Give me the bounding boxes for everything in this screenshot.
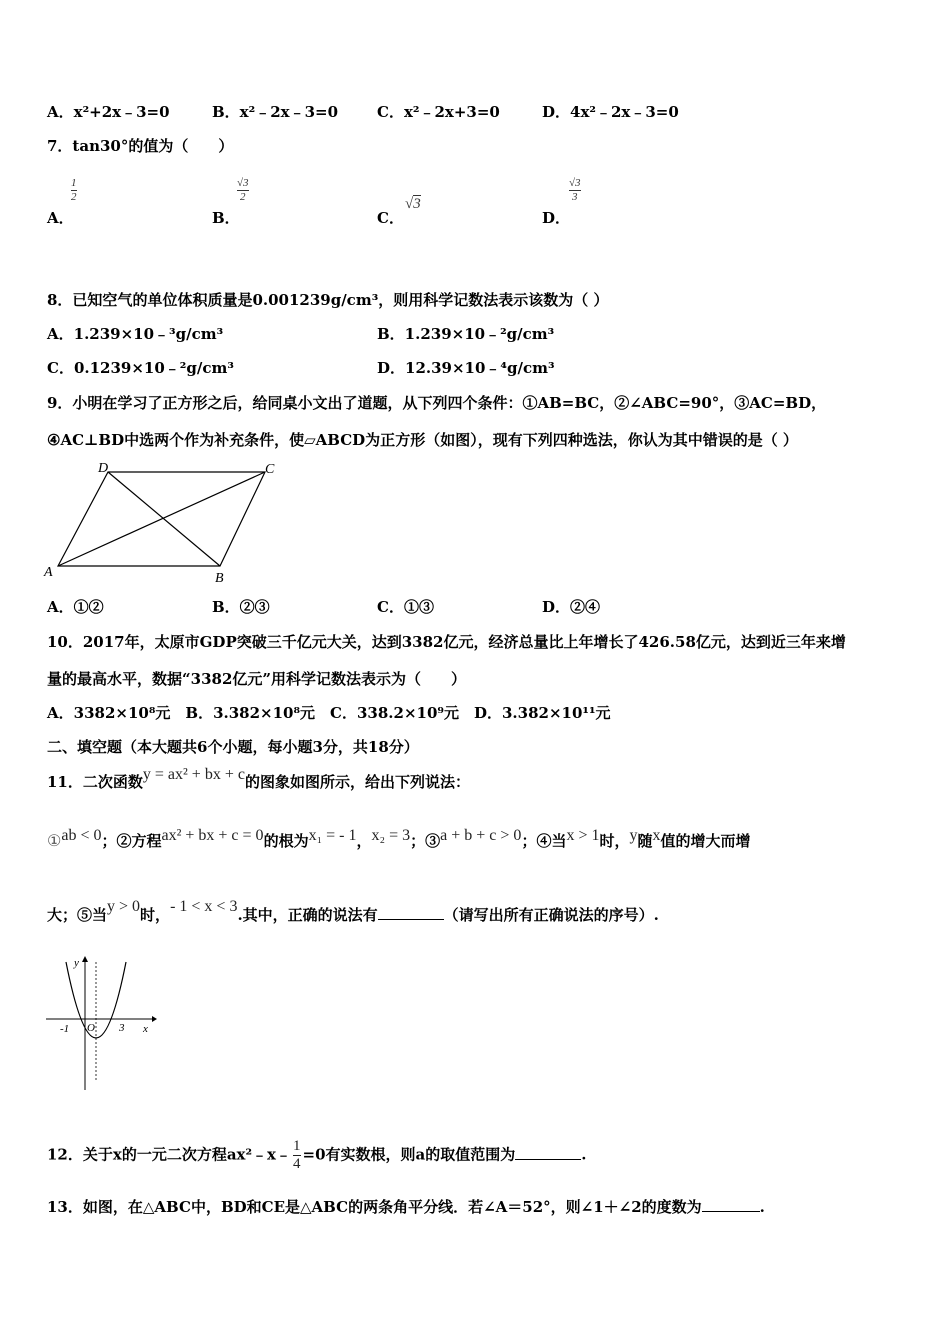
section-title: 二、填空题（本大题共6个小题，每小题3分，共18分） <box>47 738 419 756</box>
q8-option-c: C．0.1239×10﹣²g/cm³ <box>47 359 234 377</box>
q12-text-end: =0有实数根，则a的取值范围为 <box>302 1145 516 1164</box>
statement-4-with: 随 <box>637 832 653 850</box>
statement-4-when: 时， <box>599 832 630 850</box>
label-c: C <box>265 462 275 477</box>
q9-line1: 9．小明在学习了正方形之后，给同桌小文出了道题，从下列四个条件：①AB=BC，②∠ABC=90°，③AC=BD， <box>47 394 827 412</box>
q7-value-b: $\frac{√3}{2}$ <box>237 177 249 203</box>
statement-5-when: 时， <box>140 906 171 924</box>
label-a: A <box>44 565 53 580</box>
tick-neg1: -1 <box>60 1023 70 1035</box>
q6-option-b: B．x²﹣2x﹣3=0 <box>212 103 339 121</box>
statement-5-range: - 1 < x < 3 <box>170 898 238 915</box>
statement-1: ab < 0 <box>61 827 102 844</box>
answer-blank-13[interactable] <box>702 1197 760 1212</box>
root-1: x₁ = - 1 <box>308 827 357 844</box>
q7-label-b: B． <box>212 209 240 227</box>
fraction-denominator: 4 <box>293 1156 301 1172</box>
q7-value-d: $\frac{√3}{3}$ <box>569 177 581 203</box>
axis-label-y: y <box>74 957 79 969</box>
tick-3: 3 <box>119 1022 125 1034</box>
statement-1-mark: ① <box>47 833 62 850</box>
q9-option-a: A．①② <box>47 598 104 616</box>
q12-period: . <box>581 1145 587 1164</box>
q13-text: 13．如图，在△ABC中，BD和CE是△ABC的两条角平分线．若∠A＝52°，则∠1＋∠2的度数为 <box>47 1198 702 1216</box>
q9-line2: ④AC⊥BD中选两个作为补充条件，使▱ABCD为正方形（如图），现有下列四种选法，你认为其中错误的是（ ） <box>47 431 798 449</box>
q7-value-a: $\frac{1}{2}$ <box>71 177 77 203</box>
q11-function: y = ax² + bx + c <box>142 766 245 783</box>
var-x: x <box>652 827 661 844</box>
statement-3: a + b + c > 0 <box>440 827 522 844</box>
q11-line2 <box>47 827 751 852</box>
parallelogram-figure <box>40 456 290 588</box>
q6-option-d: D．4x²﹣2x﹣3=0 <box>542 103 679 121</box>
q10-line2: 量的最高水平，数据“3382亿元”用科学记数法表示为（ ） <box>47 670 467 688</box>
answer-blank-12[interactable] <box>515 1145 581 1160</box>
roots-label: 的根为 <box>263 832 309 850</box>
statement-4-end: 值的增大而增 <box>660 832 751 850</box>
label-b: B <box>215 571 224 586</box>
q11-question: .其中，正确的说法有 <box>237 906 378 924</box>
statement-4-cond: x > 1 <box>566 827 600 844</box>
root-2: x₂ = 3 <box>371 827 411 844</box>
statement-2-label: ；②方程 <box>101 832 162 850</box>
q8-option-d: D．12.39×10﹣⁴g/cm³ <box>377 359 555 377</box>
q13-line <box>47 1197 765 1217</box>
q12-text-start: 12．关于x的一元二次方程ax²﹣x﹣ <box>47 1145 291 1164</box>
q7-label-d: D． <box>542 209 571 227</box>
q7-value-c: √3 <box>405 196 421 212</box>
q7-stem: 7．tan30°的值为（ ） <box>47 137 234 155</box>
statement-2-equation: ax² + bx + c = 0 <box>161 827 264 844</box>
statement-4-label: ；④当 <box>521 832 567 850</box>
fraction-numerator: 1 <box>293 1138 301 1154</box>
q9-option-d: D．②④ <box>542 598 601 616</box>
q10-options: A．3382×10⁸元 B．3.382×10⁸元 C．338.2×10⁹元 D．3.382×10¹¹元 <box>47 704 611 722</box>
origin-label: O <box>87 1022 95 1034</box>
q6-option-a: A．x²+2x﹣3=0 <box>47 103 170 121</box>
answer-blank-11[interactable] <box>378 905 444 920</box>
q8-stem: 8．已知空气的单位体积质量是0.001239g/cm³，则用科学记数法表示该数为（ ） <box>47 291 609 309</box>
statement-3-label: ；③ <box>410 832 441 850</box>
q11-line3 <box>47 898 659 926</box>
label-d: D <box>98 461 109 476</box>
q10-line1: 10．2017年，太原市GDP突破三千亿元大关，达到3382亿元，经济总量比上年增长了426.58亿元，达到近三年来增 <box>47 633 846 651</box>
q8-option-a: A．1.239×10﹣³g/cm³ <box>47 325 224 343</box>
statement-5-cond: y > 0 <box>107 898 141 915</box>
q12-line <box>47 1138 586 1173</box>
q11-line1 <box>47 766 470 793</box>
roots-separator: ， <box>356 832 372 850</box>
q8-option-b: B．1.239×10﹣²g/cm³ <box>377 325 555 343</box>
q7-label-c: C． <box>377 209 404 227</box>
var-y: y <box>629 827 638 844</box>
q7-label-a: A． <box>47 209 74 227</box>
q9-option-c: C．①③ <box>377 598 434 616</box>
q9-option-b: B．②③ <box>212 598 270 616</box>
q11-suffix: 的图象如图所示，给出下列说法： <box>244 773 470 791</box>
q11-tail: （请写出所有正确说法的序号）. <box>443 906 659 924</box>
q13-period: . <box>759 1198 765 1216</box>
statement-5-label: 大；⑤当 <box>47 906 108 924</box>
q6-option-c: C．x²﹣2x+3=0 <box>377 103 500 121</box>
fraction-one-quarter <box>293 1138 301 1173</box>
parabola-graph <box>40 950 170 1095</box>
q11-prefix: 11．二次函数 <box>47 773 143 791</box>
axis-label-x: x <box>143 1023 148 1035</box>
